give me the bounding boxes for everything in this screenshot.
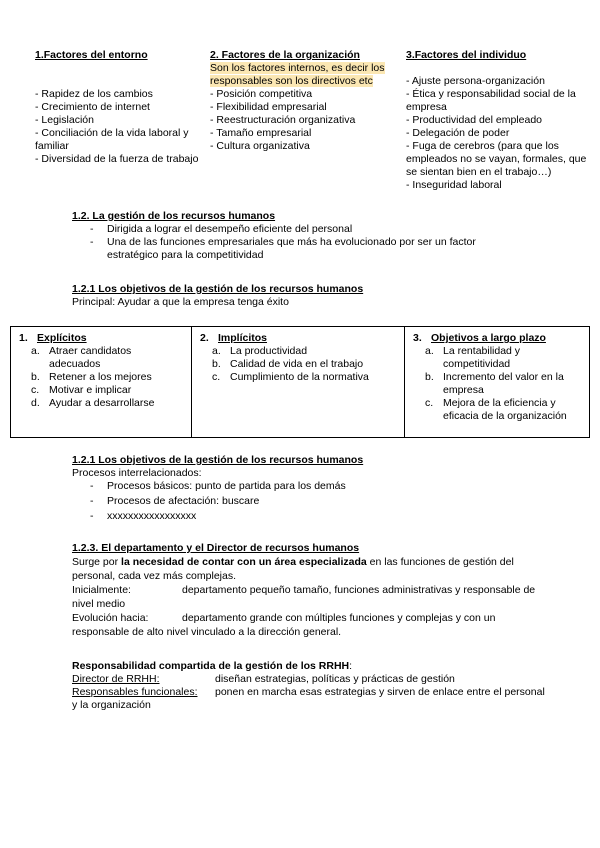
list-item: c. Mejora de la eficiencia y eficacia de la organización bbox=[425, 397, 567, 422]
list-item: - Productividad del empleado bbox=[406, 114, 542, 126]
responsabilidad-compartida bbox=[72, 660, 547, 712]
list-item: - Reestructuración organizativa bbox=[210, 114, 356, 126]
inicialmente-row: Inicialmente: departamento pequeño tamaño, funciones administrativas y responsable de nivel medio bbox=[72, 584, 536, 610]
section-1-2-1-b bbox=[72, 454, 532, 523]
list-item: c. Motivar e implicar bbox=[31, 384, 132, 396]
list-item: - Rapidez de los cambios bbox=[35, 88, 153, 100]
column-title: Objetivos a largo plazo bbox=[431, 332, 546, 344]
section-1-2-3 bbox=[72, 542, 547, 639]
list-item: b. Incremento del valor en la empresa bbox=[425, 371, 564, 396]
list-item: - Conciliación de la vida laboral y familiar bbox=[35, 127, 189, 152]
list-item: - Dirigida a lograr el desempeño eficiente del personal bbox=[90, 223, 353, 235]
highlight-text: Son los factores internos, es decir los responsables son los directivos etc bbox=[210, 62, 385, 87]
factores-entorno-list bbox=[35, 88, 210, 166]
director-row: Director de RRHH: diseñan estrategias, políticas y prácticas de gestión bbox=[72, 673, 455, 685]
dash-list bbox=[72, 480, 532, 523]
list-item: b. Retener a los mejores bbox=[31, 371, 152, 383]
list-item: b. Calidad de vida en el trabajo bbox=[212, 358, 364, 370]
column-title: Implícitos bbox=[218, 332, 268, 344]
funcionales-label: Responsables funcionales: bbox=[72, 686, 198, 698]
section-paragraph: Surge por la necesidad de contar con un área especializada en las funciones de gestión del personal, cada vez más complejas. bbox=[72, 556, 514, 582]
list-item: - Ética y responsabilidad social de la empresa bbox=[406, 88, 576, 113]
list-item: - Procesos básicos: punto de partida para los demás bbox=[90, 480, 346, 492]
list-item: - Inseguridad laboral bbox=[406, 179, 502, 191]
list-item: a. Atraer candidatos adecuados bbox=[31, 345, 132, 370]
list-item: - Cultura organizativa bbox=[210, 140, 310, 152]
list-item: - Procesos de afectación: buscare bbox=[90, 495, 260, 507]
section-1-2 bbox=[72, 210, 532, 262]
factores-organizacion bbox=[210, 49, 395, 153]
factores-individuo-title: 3.Factores del individuo bbox=[406, 49, 527, 61]
objetivos-table bbox=[10, 326, 590, 438]
list-item: a. La rentabilidad y competitividad bbox=[425, 345, 521, 370]
list-item: - Posición competitiva bbox=[210, 88, 313, 100]
list-item: - Crecimiento de internet bbox=[35, 101, 150, 113]
director-label: Director de RRHH: bbox=[72, 673, 160, 685]
list-item: - xxxxxxxxxxxxxxxxx bbox=[90, 510, 197, 522]
bold-text: la necesidad de contar con un área especializada bbox=[121, 556, 367, 568]
list-item: a. La productividad bbox=[212, 345, 308, 357]
list-item: - Delegación de poder bbox=[406, 127, 510, 139]
list-item: - Diversidad de la fuerza de trabajo bbox=[35, 153, 199, 165]
evolucion-label: Evolución hacia: bbox=[72, 612, 149, 624]
section-title: 1.2. La gestión de los recursos humanos bbox=[72, 210, 276, 222]
section-title: 1.2.3. El departamento y el Director de recursos humanos bbox=[72, 542, 360, 554]
factores-entorno-title: 1.Factores del entorno bbox=[35, 49, 148, 61]
factores-individuo-list bbox=[406, 75, 591, 192]
list-item: - Fuga de cerebros (para que los empleados no se vayan, formales, que se sientan bien en el trabajo…) bbox=[406, 140, 587, 178]
section-title: 1.2.1 Los objetivos de la gestión de los recursos humanos bbox=[72, 283, 364, 295]
list-item: - Tamaño empresarial bbox=[210, 127, 312, 139]
factores-organizacion-title: 2. Factores de la organización bbox=[210, 49, 360, 61]
list-item: - Ajuste persona-organización bbox=[406, 75, 545, 87]
factores-individuo bbox=[406, 49, 591, 192]
column-title: Explícitos bbox=[37, 332, 87, 344]
objetivos-explicitos-cell: 1. Explícitos a. Atraer candidatos adecuados b. Retener a los mejores c. Motivar e implicar d. Ayudar a desarrollarse bbox=[11, 327, 192, 438]
section-title: Responsabilidad compartida de la gestión de los RRHH: bbox=[72, 660, 353, 672]
section-text: Principal: Ayudar a que la empresa tenga éxito bbox=[72, 296, 289, 308]
section-title: 1.2.1 Los objetivos de la gestión de los recursos humanos bbox=[72, 454, 364, 466]
factores-entorno bbox=[35, 49, 210, 166]
factores-organizacion-note bbox=[210, 62, 395, 88]
evolucion-row: Evolución hacia: departamento grande con múltiples funciones y complejas y con un responsable de alto nivel vinculado a la dirección general. bbox=[72, 612, 496, 638]
list-item: - Legislación bbox=[35, 114, 94, 126]
objetivos-implicitos-cell: 2. Implícitos a. La productividad b. Calidad de vida en el trabajo c. Cumplimiento de la normativa bbox=[192, 327, 405, 438]
list-item: - Flexibilidad empresarial bbox=[210, 101, 327, 113]
funcionales-row: Responsables funcionales: ponen en marcha esas estrategias y sirven de enlace entre el personal y la organización bbox=[72, 686, 545, 711]
section-text: Procesos interrelacionados: bbox=[72, 467, 202, 479]
objetivos-largo-plazo-cell: 3. Objetivos a largo plazo a. La rentabilidad y competitividad b. Incremento del valor en la empresa c. Mejora de la eficiencia y eficacia de la organización bbox=[405, 327, 590, 438]
dash-list bbox=[72, 223, 532, 262]
factores-organizacion-list bbox=[210, 88, 395, 153]
list-item: - Una de las funciones empresariales que más ha evolucionado por ser un factor estratégico para la competitividad bbox=[90, 236, 476, 261]
inicialmente-label: Inicialmente: bbox=[72, 584, 131, 596]
list-item: d. Ayudar a desarrollarse bbox=[31, 397, 155, 409]
list-item: c. Cumplimiento de la normativa bbox=[212, 371, 369, 383]
section-1-2-1-a bbox=[72, 283, 532, 309]
